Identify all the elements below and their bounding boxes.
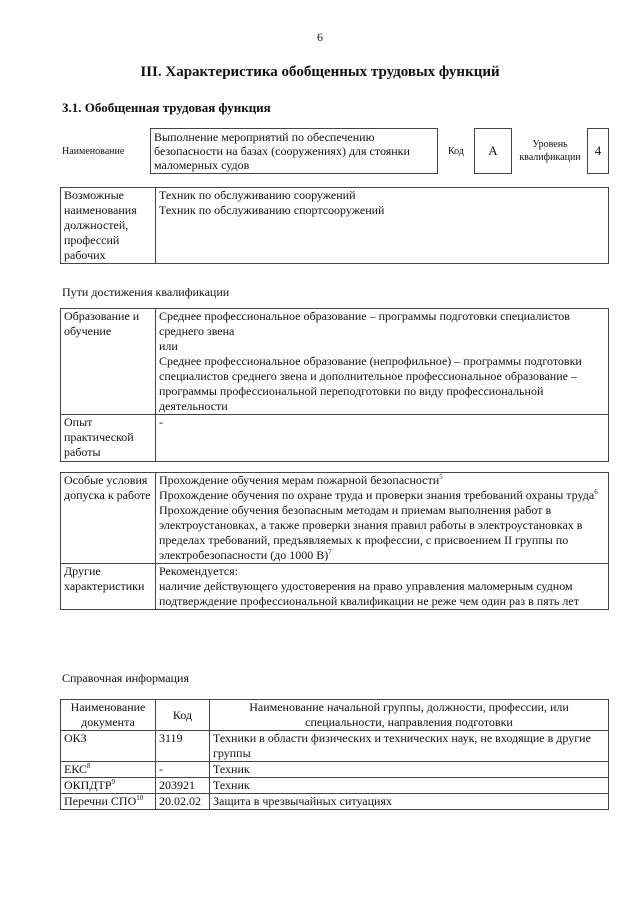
reference-code: 203921 [156,778,210,794]
reference-doc: ОКПДТР$^9$ [61,778,156,794]
table-row [61,778,609,794]
subsection-title: 3.1. Обобщенная трудовая функция [62,100,271,115]
education-line: Среднее профессиональное образование (непрофильное) – программы подготовки специалистов среднего звена и дополнительное профессиональное образование – программы профессиональной переподготовки по виду профессиональной деятельности [159,354,582,413]
function-code-label: Код [448,146,464,157]
education-line: Среднее профессиональное образование – программы подготовки специалистов среднего звена [159,309,570,338]
function-code-value: А [474,128,512,174]
special-conditions-list [156,473,609,564]
reference-name: Техник [210,778,609,794]
reference-header-name: Наименование начальной группы, должности, профессии, или специальности, направления подготовки [210,700,609,731]
experience-label: Опыт практической работы [61,415,156,462]
reference-code: - [156,762,210,778]
reference-name: Техники в области физических и технических наук, не входящие в другие группы [210,731,609,762]
table-row [61,762,609,778]
reference-name: Защита в чрезвычайных ситуациях [210,794,609,810]
reference-heading: Справочная информация [62,671,189,685]
other-line: наличие действующего удостоверения на право управления маломерным судном [159,579,573,593]
function-name-label: Наименование [62,146,125,157]
reference-header-row [61,700,609,731]
reference-doc: ОКЗ [61,731,156,762]
education-line: или [159,339,178,353]
position-item: Техник по обслуживанию сооружений [159,188,356,202]
position-item: Техник по обслуживанию спортсооружений [159,203,385,217]
education-table [60,308,609,462]
reference-header-code: Код [156,700,210,731]
table-row [61,731,609,762]
reference-doc: Перечни СПО$^{10}$ [61,794,156,810]
qualification-level-value: 4 [587,128,609,174]
education-label: Образование и обучение [61,309,156,415]
positions-table [60,187,609,264]
reference-code: 20.02.02 [156,794,210,810]
special-conditions-table [60,472,609,610]
positions-label: Возможные наименования должностей, профессий рабочих [61,188,156,264]
table-row [61,794,609,810]
special-conditions-label: Особые условия допуска к работе [61,473,156,564]
page-number: 6 [317,30,323,44]
reference-name: Техник [210,762,609,778]
special-condition-item: Прохождение обучения мерам пожарной безопасности$^5$ [159,473,443,487]
other-line: Рекомендуется: [159,564,239,578]
other-characteristics-value [156,564,609,610]
other-line: подтверждение профессиональной квалификации не реже чем один раз в пять лет [159,594,579,608]
experience-value: - [156,415,609,462]
reference-table [60,699,609,810]
reference-header-doc: Наименование документа [61,700,156,731]
other-characteristics-label: Другие характеристики [61,564,156,610]
section-title: III. Характеристика обобщенных трудовых функций [140,64,500,80]
reference-doc: ЕКС$^8$ [61,762,156,778]
function-name-value: Выполнение мероприятий по обеспечению безопасности на базах (сооружениях) для стоянки маломерных судов [150,128,438,174]
qualification-level-label: Уровень квалификации [519,139,581,163]
special-condition-item: Прохождение обучения безопасным методам и приемам выполнения работ в электроустановках, а также проверки знания правил работы в электроустановках в пределах требований, предъявляемых к профессии, с присвоением II группы по электробезопасности (до 1000 В)$^7$ [159,503,583,562]
education-value [156,309,609,415]
qualification-paths-heading: Пути достижения квалификации [62,285,230,299]
positions-list [156,188,609,264]
reference-code: 3119 [156,731,210,762]
special-condition-item: Прохождение обучения по охране труда и проверки знания требований охраны труда$^6$ [159,488,598,502]
